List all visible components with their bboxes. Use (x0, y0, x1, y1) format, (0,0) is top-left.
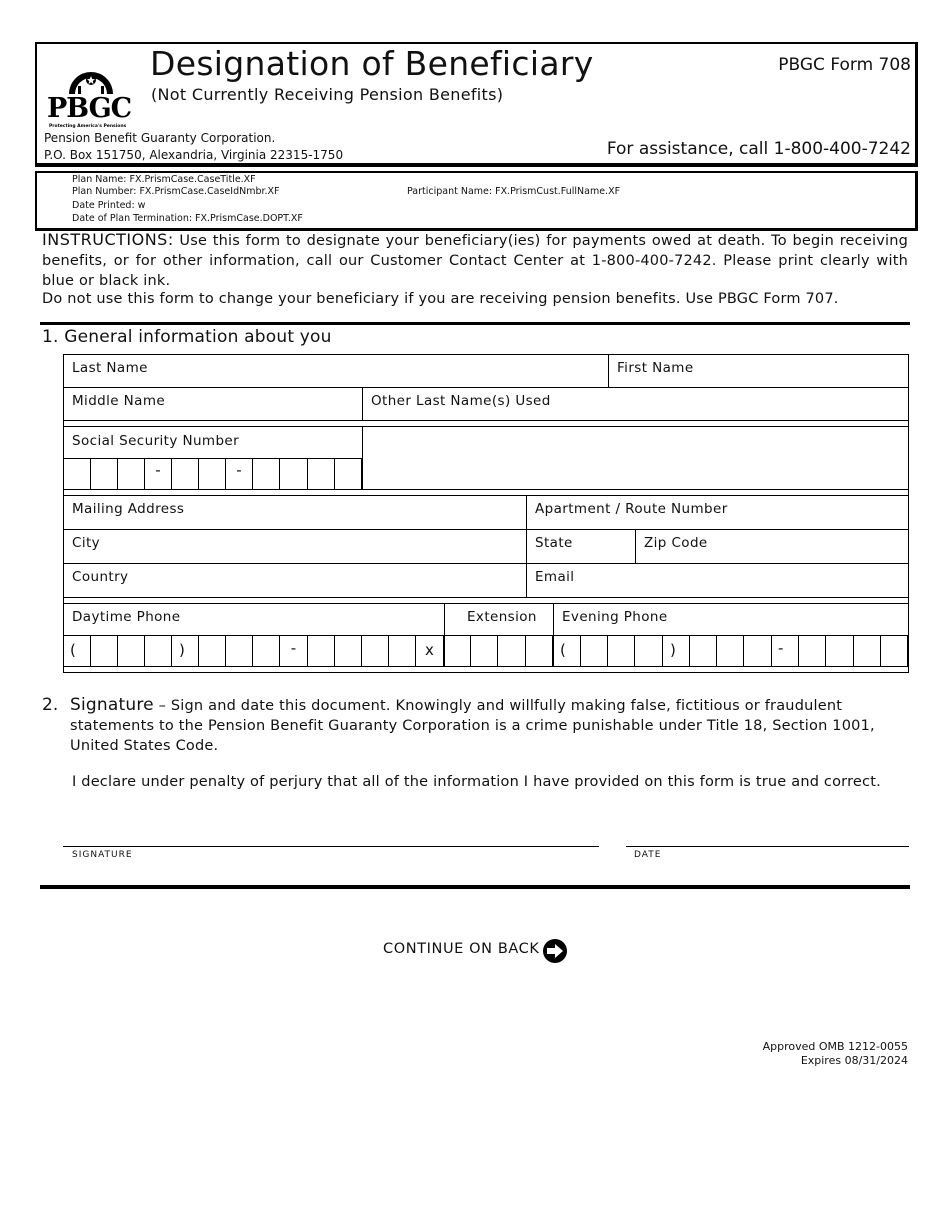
declaration: I declare under penalty of perjury that all of the information I have provided on this form is true and correct. (72, 774, 881, 790)
paren-open: ( (553, 635, 581, 666)
paren-open: ( (64, 635, 91, 666)
form-number: PBGC Form 708 (778, 55, 911, 75)
phone-digit-box[interactable] (118, 635, 145, 666)
org-address: P.O. Box 151750, Alexandria, Virginia 22315-1750 (44, 148, 344, 162)
phone-digit-box[interactable] (389, 635, 416, 666)
instructions-body: Use this form to designate your beneficiary(ies) for payments owed at death. To begin receiving benefits, or for other information, call our Customer Contact Center at 1-800-400-7242. Please print clearly with blue or black ink. (42, 233, 908, 289)
ssn-digit-box[interactable] (280, 458, 308, 489)
instructions (42, 230, 908, 291)
last-name-label: Last Name (72, 360, 148, 376)
phone-digit-box[interactable] (253, 635, 280, 666)
section-divider (40, 322, 910, 325)
phone-digit-box[interactable] (226, 635, 253, 666)
phone-digit-box[interactable] (308, 635, 335, 666)
mailing-address-label: Mailing Address (72, 501, 185, 517)
phone-digit-box[interactable] (145, 635, 172, 666)
ssn-dash: - (145, 458, 172, 489)
phone-digit-box[interactable] (91, 635, 118, 666)
paren-close: ) (663, 635, 690, 666)
ssn-digit-box[interactable] (308, 458, 335, 489)
state-label: State (535, 535, 573, 551)
phone-digit-box[interactable] (799, 635, 826, 666)
section-1-title: 1. General information about you (42, 327, 332, 347)
signature-warning: – Sign and date this document. Knowingly and willfully making false, fictitious or fraudulent statements to the Pension Benefit Guaranty Corporation is a crime punishable under Title 18, Section 1001, United States Code. (70, 698, 875, 754)
instructions-warning: Do not use this form to change your beneficiary if you are receiving pension benefits. Use PBGC Form 707. (42, 291, 839, 307)
zip-field[interactable] (635, 529, 909, 564)
phone-digit-box[interactable] (362, 635, 389, 666)
plan-termination-date: Date of Plan Termination: FX.PrismCase.DOPT.XF (72, 213, 303, 224)
section-divider (40, 885, 910, 889)
middle-name-field[interactable] (63, 387, 363, 421)
extension-label: Extension (467, 609, 537, 625)
other-last-names-label: Other Last Name(s) Used (371, 393, 551, 409)
ssn-digit-box[interactable] (64, 458, 91, 489)
phone-digit-box[interactable] (826, 635, 854, 666)
form-subtitle: (Not Currently Receiving Pension Benefits) (151, 85, 504, 104)
country-field[interactable] (63, 563, 527, 598)
plan-number: Plan Number: FX.PrismCase.CaseIdNmbr.XF (72, 186, 280, 197)
ext-digit-box[interactable] (471, 635, 498, 666)
signature-heading: Signature (70, 695, 154, 715)
ssn-dash: - (226, 458, 253, 489)
ext-digit-box[interactable] (444, 635, 471, 666)
apartment-label: Apartment / Route Number (535, 501, 728, 517)
phone-digit-box[interactable] (608, 635, 635, 666)
paren-close: ) (172, 635, 199, 666)
section-2-number: 2. (42, 695, 59, 715)
ssn-blank-area (362, 426, 909, 490)
other-last-names-field[interactable] (362, 387, 909, 421)
logo-tagline: Protecting America's Pensions (49, 124, 127, 129)
phone-digit-box[interactable] (881, 635, 908, 666)
email-label: Email (535, 569, 575, 585)
plan-info-box (35, 171, 918, 231)
phone-dash: - (772, 635, 799, 666)
header-top-line (709, 42, 917, 44)
omb-expiration: Expires 08/31/2024 (800, 1054, 908, 1067)
phone-dash: - (280, 635, 308, 666)
evening-phone-label: Evening Phone (562, 609, 668, 625)
phone-digit-box[interactable] (690, 635, 717, 666)
city-label: City (72, 535, 101, 551)
assistance-phone: For assistance, call 1-800-400-7242 (606, 139, 911, 159)
date-printed: Date Printed: w (72, 200, 146, 211)
omb-approval (763, 1040, 908, 1068)
daytime-phone-label: Daytime Phone (72, 609, 181, 625)
last-name-field[interactable] (63, 354, 609, 388)
date-label: DATE (634, 850, 662, 860)
phone-digit-box[interactable] (199, 635, 226, 666)
instructions-lead: INSTRUCTIONS: (42, 230, 174, 249)
date-line[interactable] (626, 846, 909, 847)
phone-digit-box[interactable] (581, 635, 608, 666)
ssn-digit-box[interactable] (91, 458, 118, 489)
middle-name-label: Middle Name (72, 393, 166, 409)
signature-label: SIGNATURE (72, 850, 133, 860)
signature-paragraph (70, 695, 900, 756)
ssn-digit-box[interactable] (172, 458, 199, 489)
phone-digit-box[interactable] (744, 635, 772, 666)
mailing-address-field[interactable] (63, 495, 527, 530)
signature-line[interactable] (63, 846, 599, 847)
ssn-label: Social Security Number (72, 433, 240, 449)
form-header (35, 42, 918, 167)
row-gap (63, 666, 909, 673)
form-title: Designation of Beneficiary (150, 44, 594, 83)
state-field[interactable] (526, 529, 636, 564)
ssn-digit-box[interactable] (253, 458, 280, 489)
omb-number: Approved OMB 1212-0055 (762, 1040, 908, 1053)
ssn-digit-box[interactable] (118, 458, 145, 489)
email-field[interactable] (526, 563, 909, 598)
logo-text: PBGC (47, 93, 132, 124)
phone-digit-box[interactable] (635, 635, 663, 666)
phone-digit-box[interactable] (335, 635, 362, 666)
city-field[interactable] (63, 529, 527, 564)
org-name: Pension Benefit Guaranty Corporation. (44, 131, 276, 145)
ext-x: x (416, 635, 444, 666)
arrow-right-icon (542, 938, 568, 964)
apartment-field[interactable] (526, 495, 909, 530)
ext-digit-box[interactable] (498, 635, 526, 666)
plan-name: Plan Name: FX.PrismCase.CaseTitle.XF (72, 174, 256, 185)
phone-digit-box[interactable] (854, 635, 881, 666)
country-label: Country (72, 569, 129, 585)
ssn-digit-box[interactable] (199, 458, 226, 489)
ext-digit-box[interactable] (526, 635, 553, 666)
participant-name: Participant Name: FX.PrismCust.FullName.XF (407, 186, 621, 197)
continue-on-back: CONTINUE ON BACK (383, 941, 540, 957)
ssn-digit-box[interactable] (335, 458, 362, 489)
first-name-field[interactable] (608, 354, 909, 388)
first-name-label: First Name (617, 360, 694, 376)
zip-label: Zip Code (644, 535, 708, 551)
phone-digit-box[interactable] (717, 635, 744, 666)
